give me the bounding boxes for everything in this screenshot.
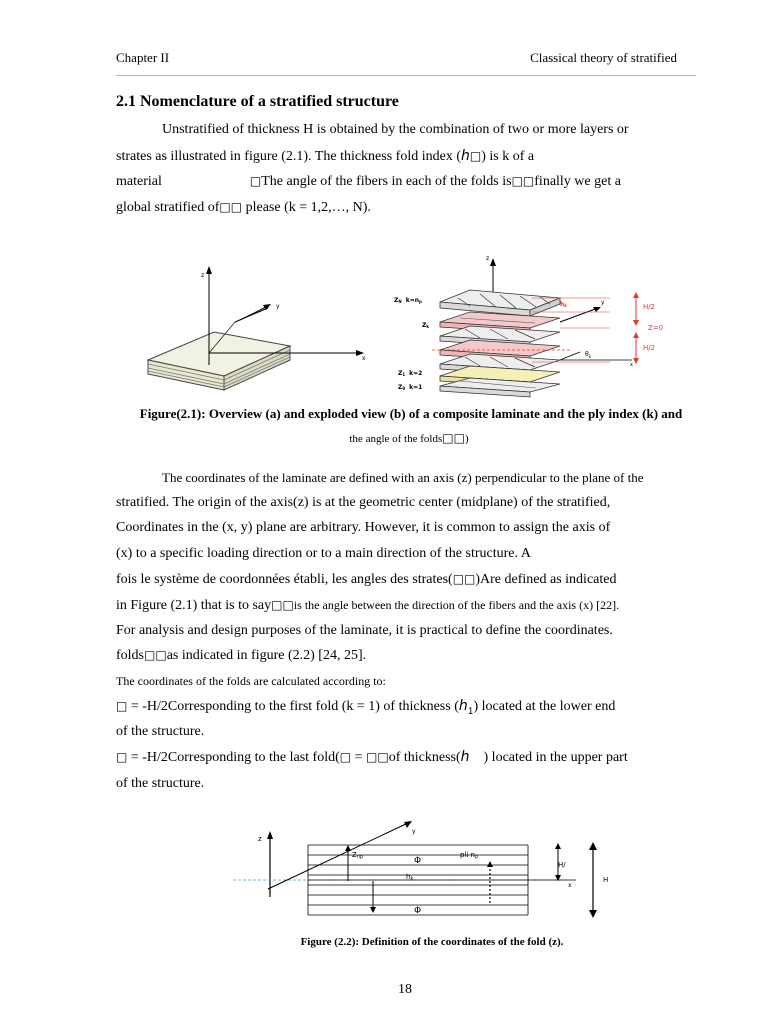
para2-line11: of the structure.	[116, 724, 205, 739]
svg-text:ZNk=np: ZN k=np	[394, 297, 422, 304]
para1-line4: global stratified of□□ please (k = 1,2,…, N).	[116, 200, 371, 215]
para2-line13: of the structure.	[116, 776, 205, 791]
svg-text:pli np: pli np	[460, 851, 479, 860]
fig2-phi-top: Φ	[414, 856, 422, 866]
fig2-x-label: x	[568, 882, 572, 889]
para2-line4: (x) to a specific loading direction or to a main direction of the structure. A	[116, 546, 531, 561]
section-title: 2.1 Nomenclature of a stratified structure	[116, 93, 399, 110]
para2-line5: fois le système de coordonnées établi, les angles des strates(□□)Are defined as indicated	[116, 572, 617, 587]
para1-line2: strates as illustrated in figure (2.1). The thickness fold index (h□) is k of a	[116, 148, 535, 164]
fig1a-y-label: y	[276, 303, 280, 310]
page-number: 18	[398, 982, 412, 997]
fig1a-x-label: x	[362, 355, 366, 362]
para2-line8: folds□□as indicated in figure (2.2) [24, 25].	[116, 648, 367, 663]
para2-line3: Coordinates in the (x, y) plane are arbitrary. However, it is common to assign the axis of	[116, 520, 611, 535]
header-rule	[116, 75, 696, 76]
figure2-caption: Figure (2.2): Definition of the coordinates of the fold (z).	[300, 936, 564, 948]
fig2-H-label: H	[603, 876, 609, 884]
fig2-phi-bottom: Φ	[414, 906, 422, 916]
fig1a-z-label: z	[201, 272, 205, 279]
laminate-exploded	[394, 255, 663, 397]
fig1b-z-label: z	[486, 255, 490, 262]
laminate-overview	[148, 266, 366, 390]
figure-2-1	[140, 250, 700, 398]
fig2-y-label: y	[412, 828, 416, 835]
svg-text:Z0k=1: Z0 k=1	[398, 384, 423, 391]
para2-line9: The coordinates of the folds are calculated according to:	[116, 674, 386, 688]
para2-line2: stratified. The origin of the axis(z) is at the geometric center (midplane) of the stratified,	[116, 495, 611, 510]
figure-2-2	[228, 815, 648, 920]
para2-line7: For analysis and design purposes of the laminate, it is practical to define the coordinates.	[116, 623, 613, 638]
header-chapter: Chapter II	[116, 50, 170, 65]
header-title: Classical theory of stratified	[530, 50, 677, 65]
svg-text:Z1k=2: Z1 k=2	[398, 370, 423, 377]
fig1-Z0: Z=0	[648, 324, 664, 332]
figure1-caption: Figure(2.1): Overview (a) and exploded view (b) of a composite laminate and the ply index (k) and	[139, 406, 683, 421]
para1-line1: Unstratified of thickness H is obtained by the combination of two or more layers or	[162, 122, 629, 137]
para2-line12: □ = -H/2Corresponding to the last fold(□ = □□of thickness(h ) located in the upper part	[116, 749, 628, 765]
fig1b-x-label: x	[630, 362, 633, 368]
fig1-H2-bottom: H/2	[643, 344, 656, 352]
svg-text:hk: hk	[560, 301, 567, 308]
para2-line10: □ = -H/2Corresponding to the first fold (k = 1) of thickness $(h_1)$ located at the lower end	[116, 698, 616, 717]
svg-text:θk: $\theta_k$	[585, 351, 591, 359]
svg-text:hk: hk	[406, 873, 414, 882]
svg-text:Zk: Zk	[422, 322, 430, 329]
para2-line1: The coordinates of the laminate are defined with an axis (z) perpendicular to the plane of the	[162, 470, 644, 485]
fig1-H2-top: H/2	[643, 303, 656, 311]
figure1-caption-line2: the angle of the folds□□)	[349, 431, 469, 445]
fig2-H2-label: H/	[558, 861, 566, 869]
fig2-z-label: z	[258, 835, 262, 843]
fig1b-y-label: y	[601, 299, 605, 306]
para1-line3: material □The angle of the fibers in each of the folds is□□finally we get a	[116, 174, 621, 189]
para2-line6: in Figure (2.1) that is to say□□is the angle between the direction of the fibers and the axis (x) [22].	[116, 598, 620, 613]
svg-text:Znp: Znp	[352, 851, 364, 860]
